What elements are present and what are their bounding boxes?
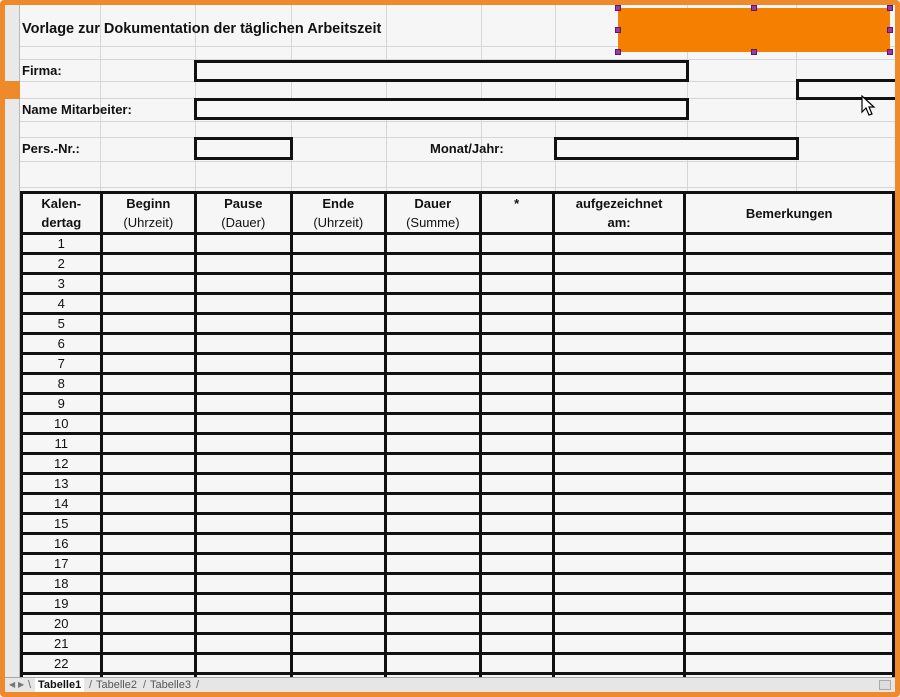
table-cell[interactable] bbox=[553, 234, 685, 254]
tab-tabelle1[interactable]: Tabelle1 bbox=[35, 678, 84, 692]
table-cell[interactable] bbox=[101, 434, 196, 454]
header-kalendertag: Kalen- dertag bbox=[22, 193, 102, 234]
table-cell[interactable] bbox=[196, 534, 291, 554]
table-cell[interactable] bbox=[386, 374, 481, 394]
table-cell[interactable] bbox=[685, 274, 894, 294]
table-cell[interactable] bbox=[480, 334, 553, 354]
table-cell[interactable] bbox=[685, 574, 894, 594]
table-cell[interactable] bbox=[291, 354, 386, 374]
day-number-cell[interactable]: 21 bbox=[22, 634, 102, 654]
table-cell[interactable] bbox=[101, 614, 196, 634]
pers-nr-label: Pers.-Nr.: bbox=[22, 141, 80, 156]
resize-handle[interactable] bbox=[751, 5, 757, 11]
day-number-cell[interactable]: 14 bbox=[22, 494, 102, 514]
table-row bbox=[22, 254, 894, 274]
table-cell[interactable] bbox=[480, 314, 553, 334]
table-cell[interactable] bbox=[480, 374, 553, 394]
day-number-cell[interactable]: 5 bbox=[22, 314, 102, 334]
table-row bbox=[22, 494, 894, 514]
table-cell[interactable] bbox=[386, 274, 481, 294]
table-cell[interactable] bbox=[196, 634, 291, 654]
table-cell[interactable] bbox=[291, 654, 386, 674]
table-cell[interactable] bbox=[101, 374, 196, 394]
table-row bbox=[22, 514, 894, 534]
monat-jahr-label: Monat/Jahr: bbox=[430, 141, 504, 156]
table-cell[interactable] bbox=[685, 494, 894, 514]
resize-handle[interactable] bbox=[751, 49, 757, 55]
day-number-cell[interactable]: 13 bbox=[22, 474, 102, 494]
table-row bbox=[22, 454, 894, 474]
day-number-cell[interactable]: 16 bbox=[22, 534, 102, 554]
header-beginn: Beginn (Uhrzeit) bbox=[101, 193, 196, 234]
table-cell[interactable] bbox=[101, 574, 196, 594]
day-number-cell[interactable]: 4 bbox=[22, 294, 102, 314]
day-number-cell[interactable]: 12 bbox=[22, 454, 102, 474]
table-cell[interactable] bbox=[101, 634, 196, 654]
table-cell[interactable] bbox=[553, 634, 685, 654]
header-asterisk: * bbox=[480, 193, 553, 234]
table-cell[interactable] bbox=[685, 654, 894, 674]
table-row bbox=[22, 574, 894, 594]
table-row bbox=[22, 534, 894, 554]
table-cell[interactable] bbox=[101, 354, 196, 374]
day-number-cell[interactable]: 17 bbox=[22, 554, 102, 574]
table-cell[interactable] bbox=[386, 474, 481, 494]
table-row bbox=[22, 434, 894, 454]
table-cell[interactable] bbox=[196, 394, 291, 414]
table-cell[interactable] bbox=[386, 634, 481, 654]
grid-line bbox=[5, 161, 895, 162]
table-cell[interactable] bbox=[480, 234, 553, 254]
table-cell[interactable] bbox=[553, 294, 685, 314]
table-cell[interactable] bbox=[480, 534, 553, 554]
table-cell[interactable] bbox=[685, 474, 894, 494]
table-row bbox=[22, 394, 894, 414]
table-cell[interactable] bbox=[291, 254, 386, 274]
day-number-cell[interactable]: 22 bbox=[22, 654, 102, 674]
table-cell[interactable] bbox=[553, 594, 685, 614]
table-cell[interactable] bbox=[196, 254, 291, 274]
table-cell[interactable] bbox=[553, 394, 685, 414]
day-number-cell[interactable]: 11 bbox=[22, 434, 102, 454]
row-header-strip[interactable] bbox=[5, 5, 20, 677]
table-cell[interactable] bbox=[685, 294, 894, 314]
first-sheet-icon[interactable]: ◀ bbox=[9, 680, 16, 689]
table-cell[interactable] bbox=[480, 614, 553, 634]
firma-field[interactable] bbox=[194, 60, 689, 82]
table-cell[interactable] bbox=[480, 594, 553, 614]
table-cell[interactable] bbox=[685, 314, 894, 334]
table-row bbox=[22, 314, 894, 334]
table-cell[interactable] bbox=[685, 454, 894, 474]
table-cell[interactable] bbox=[196, 354, 291, 374]
table-cell[interactable] bbox=[196, 574, 291, 594]
table-cell[interactable] bbox=[196, 234, 291, 254]
table-cell[interactable] bbox=[685, 594, 894, 614]
table-cell[interactable] bbox=[196, 454, 291, 474]
table-cell[interactable] bbox=[386, 414, 481, 434]
table-cell[interactable] bbox=[553, 574, 685, 594]
header-bemerkungen: Bemerkungen bbox=[685, 193, 894, 234]
table-cell[interactable] bbox=[480, 574, 553, 594]
table-cell[interactable] bbox=[101, 514, 196, 534]
table-cell[interactable] bbox=[386, 554, 481, 574]
table-row bbox=[22, 414, 894, 434]
row-header-selected[interactable] bbox=[5, 81, 20, 99]
resize-handle[interactable] bbox=[887, 5, 893, 11]
table-cell[interactable] bbox=[101, 654, 196, 674]
table-cell[interactable] bbox=[685, 334, 894, 354]
table-cell[interactable] bbox=[196, 314, 291, 334]
table-cell[interactable] bbox=[553, 274, 685, 294]
table-cell[interactable] bbox=[480, 514, 553, 534]
table-cell[interactable] bbox=[553, 334, 685, 354]
table-cell[interactable] bbox=[480, 274, 553, 294]
table-cell[interactable] bbox=[386, 494, 481, 514]
table-cell[interactable] bbox=[291, 554, 386, 574]
table-cell[interactable] bbox=[291, 434, 386, 454]
table-cell[interactable] bbox=[386, 654, 481, 674]
grid-line bbox=[5, 187, 895, 188]
table-header-row bbox=[22, 193, 894, 234]
tab-separator: / bbox=[143, 679, 147, 691]
table-cell[interactable] bbox=[386, 394, 481, 414]
table-cell[interactable] bbox=[553, 354, 685, 374]
table-cell[interactable] bbox=[101, 294, 196, 314]
table-cell[interactable] bbox=[685, 534, 894, 554]
table-cell[interactable] bbox=[553, 554, 685, 574]
table-cell[interactable] bbox=[386, 574, 481, 594]
table-cell[interactable] bbox=[386, 234, 481, 254]
table-cell[interactable] bbox=[386, 334, 481, 354]
active-cell[interactable] bbox=[796, 79, 895, 100]
table-cell[interactable] bbox=[291, 334, 386, 354]
name-mitarbeiter-field[interactable] bbox=[194, 98, 689, 120]
tab-tabelle3[interactable]: Tabelle3 bbox=[150, 679, 191, 691]
table-cell[interactable] bbox=[101, 474, 196, 494]
table-cell[interactable] bbox=[196, 414, 291, 434]
tab-separator: \ bbox=[28, 679, 32, 691]
table-cell[interactable] bbox=[386, 514, 481, 534]
day-number-cell[interactable]: 8 bbox=[22, 374, 102, 394]
table-cell[interactable] bbox=[685, 254, 894, 274]
table-cell[interactable] bbox=[480, 634, 553, 654]
table-cell[interactable] bbox=[291, 394, 386, 414]
table-row bbox=[22, 634, 894, 654]
resize-handle[interactable] bbox=[615, 5, 621, 11]
table-cell[interactable] bbox=[553, 654, 685, 674]
resize-handle[interactable] bbox=[887, 49, 893, 55]
table-cell[interactable] bbox=[101, 414, 196, 434]
table-row bbox=[22, 274, 894, 294]
table-cell[interactable] bbox=[196, 474, 291, 494]
table-row bbox=[22, 654, 894, 674]
table-cell[interactable] bbox=[685, 414, 894, 434]
table-cell[interactable] bbox=[386, 614, 481, 634]
day-number-cell[interactable]: 7 bbox=[22, 354, 102, 374]
table-cell[interactable] bbox=[291, 534, 386, 554]
table-cell[interactable] bbox=[685, 354, 894, 374]
table-cell[interactable] bbox=[291, 294, 386, 314]
day-number-cell[interactable]: 9 bbox=[22, 394, 102, 414]
pers-nr-field[interactable] bbox=[194, 137, 293, 160]
table-cell[interactable] bbox=[480, 434, 553, 454]
header-ende: Ende (Uhrzeit) bbox=[291, 193, 386, 234]
table-cell[interactable] bbox=[101, 234, 196, 254]
table-row bbox=[22, 554, 894, 574]
table-cell[interactable] bbox=[685, 514, 894, 534]
table-cell[interactable] bbox=[291, 234, 386, 254]
day-number-cell[interactable]: 20 bbox=[22, 614, 102, 634]
table-cell[interactable] bbox=[101, 254, 196, 274]
table-cell[interactable] bbox=[685, 614, 894, 634]
table-row bbox=[22, 354, 894, 374]
table-cell[interactable] bbox=[196, 494, 291, 514]
table-cell[interactable] bbox=[196, 274, 291, 294]
header-pause: Pause (Dauer) bbox=[196, 193, 291, 234]
table-cell[interactable] bbox=[553, 514, 685, 534]
day-number-cell[interactable]: 15 bbox=[22, 514, 102, 534]
day-number-cell[interactable]: 3 bbox=[22, 274, 102, 294]
table-cell[interactable] bbox=[291, 614, 386, 634]
time-table bbox=[20, 191, 895, 677]
resize-handle[interactable] bbox=[615, 27, 621, 33]
table-cell[interactable] bbox=[480, 474, 553, 494]
resize-handle[interactable] bbox=[887, 27, 893, 33]
table-cell[interactable] bbox=[685, 234, 894, 254]
table-cell[interactable] bbox=[685, 634, 894, 654]
table-cell[interactable] bbox=[386, 594, 481, 614]
table-cell[interactable] bbox=[196, 554, 291, 574]
table-cell[interactable] bbox=[101, 554, 196, 574]
table-cell[interactable] bbox=[480, 454, 553, 474]
table-cell[interactable] bbox=[196, 614, 291, 634]
table-cell[interactable] bbox=[196, 334, 291, 354]
table-cell[interactable] bbox=[291, 594, 386, 614]
table-cell[interactable] bbox=[291, 514, 386, 534]
table-cell[interactable] bbox=[480, 414, 553, 434]
table-cell[interactable] bbox=[480, 394, 553, 414]
monat-jahr-field[interactable] bbox=[554, 137, 799, 160]
table-cell[interactable] bbox=[196, 514, 291, 534]
table-cell[interactable] bbox=[553, 474, 685, 494]
table-cell[interactable] bbox=[196, 374, 291, 394]
table-cell[interactable] bbox=[291, 574, 386, 594]
table-cell[interactable] bbox=[196, 294, 291, 314]
day-number-cell[interactable]: 6 bbox=[22, 334, 102, 354]
table-cell[interactable] bbox=[101, 314, 196, 334]
mouse-pointer-icon bbox=[861, 95, 877, 117]
tab-tabelle2[interactable]: Tabelle2 bbox=[96, 679, 137, 691]
header-aufgezeichnet: aufgezeichnet am: bbox=[553, 193, 685, 234]
table-cell[interactable] bbox=[685, 374, 894, 394]
table-cell[interactable] bbox=[553, 254, 685, 274]
grid-line bbox=[5, 121, 895, 122]
table-cell[interactable] bbox=[386, 354, 481, 374]
table-cell[interactable] bbox=[480, 654, 553, 674]
table-cell[interactable] bbox=[196, 434, 291, 454]
tab-separator: / bbox=[196, 679, 200, 691]
table-cell[interactable] bbox=[291, 454, 386, 474]
page-title: Vorlage zur Dokumentation der täglichen Arbeitszeit bbox=[22, 21, 382, 37]
table-cell[interactable] bbox=[553, 534, 685, 554]
table-cell[interactable] bbox=[291, 314, 386, 334]
table-row bbox=[22, 334, 894, 354]
table-cell[interactable] bbox=[101, 274, 196, 294]
table-cell[interactable] bbox=[196, 654, 291, 674]
firma-label: Firma: bbox=[22, 63, 62, 78]
day-number-cell[interactable]: 19 bbox=[22, 594, 102, 614]
day-number-cell[interactable]: 10 bbox=[22, 414, 102, 434]
table-cell[interactable] bbox=[101, 534, 196, 554]
table-row bbox=[22, 234, 894, 254]
table-cell[interactable] bbox=[480, 554, 553, 574]
table-cell[interactable] bbox=[685, 394, 894, 414]
table-cell[interactable] bbox=[386, 314, 481, 334]
table-cell[interactable] bbox=[196, 594, 291, 614]
horizontal-scrollbar[interactable] bbox=[879, 680, 891, 690]
table-cell[interactable] bbox=[480, 294, 553, 314]
table-cell[interactable] bbox=[386, 294, 481, 314]
selected-orange-shape[interactable] bbox=[618, 8, 890, 52]
table-cell[interactable] bbox=[291, 634, 386, 654]
header-dauer: Dauer (Summe) bbox=[386, 193, 481, 234]
table-cell[interactable] bbox=[386, 534, 481, 554]
name-mitarbeiter-label: Name Mitarbeiter: bbox=[22, 102, 132, 117]
day-number-cell[interactable]: 18 bbox=[22, 574, 102, 594]
sheet-tab-bar bbox=[5, 677, 895, 692]
tab-separator: / bbox=[89, 679, 93, 691]
day-number-cell[interactable]: 1 bbox=[22, 234, 102, 254]
table-row bbox=[22, 474, 894, 494]
table-cell[interactable] bbox=[553, 434, 685, 454]
table-cell[interactable] bbox=[386, 254, 481, 274]
table-cell[interactable] bbox=[386, 454, 481, 474]
table-row bbox=[22, 294, 894, 314]
table-cell[interactable] bbox=[553, 314, 685, 334]
table-cell[interactable] bbox=[291, 494, 386, 514]
table-cell[interactable] bbox=[101, 594, 196, 614]
table-cell[interactable] bbox=[291, 374, 386, 394]
table-cell[interactable] bbox=[291, 474, 386, 494]
table-cell[interactable] bbox=[291, 414, 386, 434]
resize-handle[interactable] bbox=[615, 49, 621, 55]
table-cell[interactable] bbox=[480, 254, 553, 274]
table-cell[interactable] bbox=[480, 494, 553, 514]
table-row bbox=[22, 614, 894, 634]
table-cell[interactable] bbox=[386, 434, 481, 454]
table-cell[interactable] bbox=[480, 354, 553, 374]
day-number-cell[interactable]: 2 bbox=[22, 254, 102, 274]
table-cell[interactable] bbox=[553, 374, 685, 394]
table-cell[interactable] bbox=[685, 434, 894, 454]
last-sheet-icon[interactable]: ▶ bbox=[18, 680, 25, 689]
spreadsheet-grid[interactable] bbox=[5, 5, 895, 677]
table-row bbox=[22, 374, 894, 394]
table-cell[interactable] bbox=[291, 274, 386, 294]
table-cell[interactable] bbox=[101, 494, 196, 514]
table-cell[interactable] bbox=[553, 614, 685, 634]
table-cell[interactable] bbox=[553, 414, 685, 434]
table-cell[interactable] bbox=[101, 394, 196, 414]
table-cell[interactable] bbox=[553, 454, 685, 474]
table-row bbox=[22, 594, 894, 614]
table-cell[interactable] bbox=[553, 494, 685, 514]
table-cell[interactable] bbox=[685, 554, 894, 574]
table-cell[interactable] bbox=[101, 454, 196, 474]
table-cell[interactable] bbox=[101, 334, 196, 354]
